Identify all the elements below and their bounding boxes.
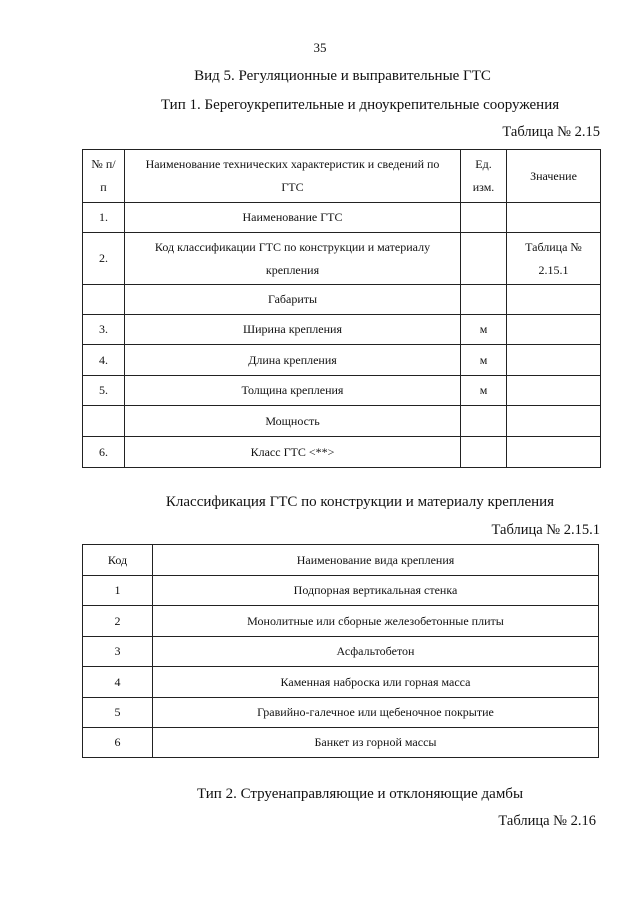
header-value: Значение: [507, 150, 601, 203]
page-number: 35: [313, 40, 327, 55]
cell-code: 2: [83, 606, 153, 637]
cell-value: [507, 315, 601, 345]
cell-unit: [461, 406, 507, 437]
cell-name: Мощность: [125, 406, 461, 437]
cell-code: 1: [83, 576, 153, 606]
table-row: [83, 728, 599, 758]
table-row: [83, 285, 601, 315]
cell-name: Гравийно-галечное или щебеночное покрытие: [153, 698, 599, 728]
cell-number: [83, 406, 125, 437]
cell-number: 2.: [83, 233, 125, 285]
section-heading-classification: Классификация ГТС по конструкции и материалу крепления: [165, 494, 555, 510]
cell-unit: [461, 233, 507, 285]
cell-number: 4.: [83, 345, 125, 376]
table-row: [83, 203, 601, 233]
table-row: [83, 233, 601, 285]
cell-name: Толщина крепления: [125, 376, 461, 406]
section-heading-vid-5: Вид 5. Регуляционные и выправительные ГТС: [194, 68, 491, 84]
table-row: [83, 376, 601, 406]
classification-table: [82, 544, 599, 758]
cell-name: Длина крепления: [125, 345, 461, 376]
header-unit: Ед. изм.: [461, 150, 507, 203]
cell-unit: [461, 437, 507, 468]
header-number: № п/п: [83, 150, 125, 203]
cell-code: 6: [83, 728, 153, 758]
cell-name: Банкет из горной массы: [153, 728, 599, 758]
table-row: [83, 698, 599, 728]
cell-name: Класс ГТС <**>: [125, 437, 461, 468]
cell-unit: [461, 285, 507, 315]
cell-value: [507, 406, 601, 437]
cell-name: Подпорная вертикальная стенка: [153, 576, 599, 606]
cell-number: 5.: [83, 376, 125, 406]
cell-value: Таблица № 2.15.1: [507, 233, 601, 285]
table-caption-2-15: Таблица № 2.15: [502, 124, 600, 140]
table-header-row: [83, 150, 601, 203]
header-name: Наименование вида крепления: [153, 545, 599, 576]
table-row: [83, 637, 599, 667]
cell-value: [507, 376, 601, 406]
cell-number: [83, 285, 125, 315]
table-row: [83, 345, 601, 376]
cell-unit: м: [461, 345, 507, 376]
cell-name: Монолитные или сборные железобетонные плиты: [153, 606, 599, 637]
cell-unit: [461, 203, 507, 233]
cell-value: [507, 285, 601, 315]
table-row: [83, 667, 599, 698]
cell-code: 3: [83, 637, 153, 667]
cell-unit: м: [461, 315, 507, 345]
table-header-row: [83, 545, 599, 576]
table-row: [83, 606, 599, 637]
cell-name: Асфальтобетон: [153, 637, 599, 667]
section-heading-tip-2: Тип 2. Струенаправляющие и отклоняющие дамбы: [196, 786, 524, 802]
cell-unit: м: [461, 376, 507, 406]
cell-name: Ширина крепления: [125, 315, 461, 345]
cell-name: Каменная наброска или горная масса: [153, 667, 599, 698]
section-heading-tip-1: Тип 1. Берегоукрепительные и дноукрепительные сооружения: [160, 97, 560, 113]
table-row: [83, 437, 601, 468]
table-caption-2-16: Таблица № 2.16: [498, 813, 596, 829]
table-row: [83, 406, 601, 437]
cell-number: 6.: [83, 437, 125, 468]
header-code: Код: [83, 545, 153, 576]
cell-number: 1.: [83, 203, 125, 233]
cell-code: 5: [83, 698, 153, 728]
cell-name: Габариты: [125, 285, 461, 315]
characteristics-table: [82, 149, 601, 468]
cell-value: [507, 203, 601, 233]
table-caption-2-15-1: Таблица № 2.15.1: [491, 522, 600, 538]
cell-name: Наименование ГТС: [125, 203, 461, 233]
cell-number: 3.: [83, 315, 125, 345]
cell-value: [507, 437, 601, 468]
cell-value: [507, 345, 601, 376]
cell-name: Код классификации ГТС по конструкции и материалу крепления: [125, 233, 461, 285]
table-row: [83, 576, 599, 606]
header-name: Наименование технических характеристик и сведений по ГТС: [125, 150, 461, 203]
cell-code: 4: [83, 667, 153, 698]
table-row: [83, 315, 601, 345]
